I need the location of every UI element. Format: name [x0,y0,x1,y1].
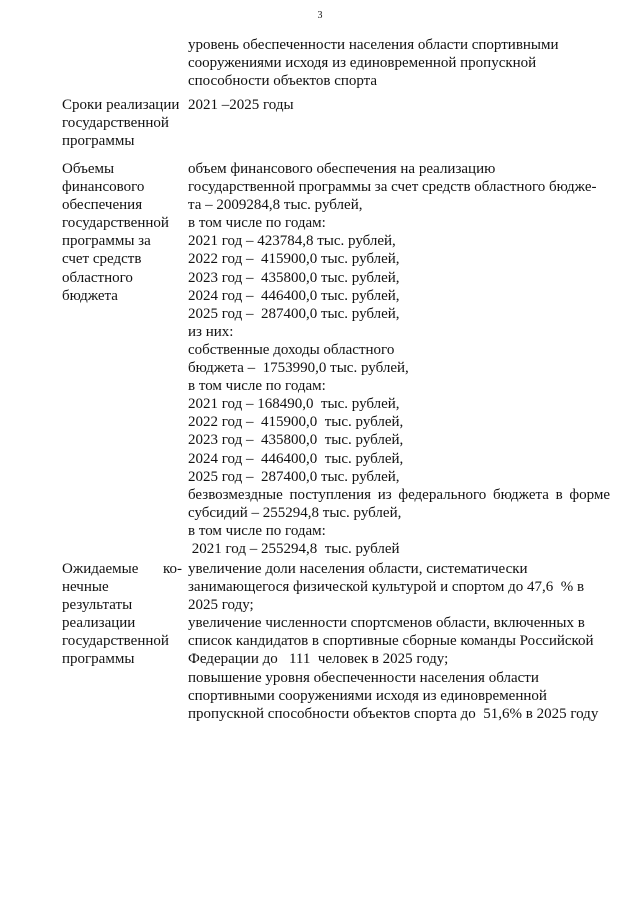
text-line: занимающегося физической культурой и спортом до 47,6 % в [188,579,585,596]
text-line: в том числе по годам: [188,378,326,395]
text-line: пропускной способности объектов спорта до 51,6% в 2025 году [188,705,599,722]
text-line: 2021 год – 255294,8 тыс. рублей [188,540,400,557]
label-line: программы за [62,233,151,250]
label-line: Ожидаемые ко- [62,561,182,577]
label-line: государственной [62,115,169,132]
text-line: из них: [188,323,234,340]
continuation-text [188,36,610,90]
label-line: государственной [62,215,169,232]
text-line: 2025 году; [188,597,254,614]
text-line: та – 2009284,8 тыс. рублей, [188,197,363,214]
text-line: 2025 год – 287400,0 тыс. рублей, [188,468,400,485]
text-line: 2022 год – 415900,0 тыс. рублей, [188,251,400,268]
label-line: обеспечения [62,197,143,214]
financing-details [188,160,610,558]
text-line: в том числе по годам: [188,522,326,539]
text-line: 2024 год – 446400,0 тыс. рублей, [188,287,400,304]
text-line: безвозмездные поступления из федерального бюджета в форме [188,486,610,503]
text-line: 2022 год – 415900,0 тыс. рублей, [188,414,404,431]
expected-results-label [62,560,182,669]
text-line: 2021 –2025 годы [188,97,294,113]
expected-results-details [188,560,610,723]
text-line: бюджета – 1753990,0 тыс. рублей, [188,360,409,377]
text-line: 2023 год – 435800,0 тыс. рублей, [188,269,400,286]
text-line: объем финансового обеспечения на реализацию [188,161,496,177]
text-line: 2025 год – 287400,0 тыс. рублей, [188,305,400,322]
label-line: финансового [62,179,145,196]
text-line: сооружениями исходя из единовременной пропускной [188,55,537,72]
label-line: программы [62,133,135,150]
page-number: 3 [317,10,323,21]
text-line: государственной программы за счет средств областного бюдже- [188,179,597,196]
text-line: спортивными сооружениями исходя из единовременной [188,687,547,704]
text-line: уровень обеспеченности населения области спортивными [188,37,559,53]
label-line: Объемы [62,161,115,177]
text-line: 2023 год – 435800,0 тыс. рублей, [188,432,404,449]
label-line: результаты [62,597,133,614]
label-line: программы [62,651,135,668]
label-line: бюджета [62,287,118,304]
label-line: реализации [62,615,136,632]
label-line: государственной [62,633,169,650]
text-line: в том числе по годам: [188,215,326,232]
text-line: увеличение численности спортсменов области, включенных в [188,615,585,632]
text-line: увеличение доли населения области, систематически [188,561,528,577]
label-line: Сроки реализации [62,97,180,113]
text-line: 2021 год – 168490,0 тыс. рублей, [188,396,400,413]
text-line: способности объектов спорта [188,73,378,90]
text-line: Федерации до 111 человек в 2025 году; [188,651,449,668]
implementation-period-value [188,96,610,114]
label-line: нечные [62,579,109,596]
financing-label [62,160,182,305]
text-line: субсидий – 255294,8 тыс. рублей, [188,504,402,521]
text-line: собственные доходы областного [188,341,395,358]
text-line: список кандидатов в спортивные сборные команды Российской [188,633,594,650]
text-line: 2021 год – 423784,8 тыс. рублей, [188,233,396,250]
label-line: счет средств [62,251,142,268]
text-line: повышение уровня обеспеченности населения области [188,669,539,686]
text-line: 2024 год – 446400,0 тыс. рублей, [188,450,404,467]
label-line: областного [62,269,133,286]
implementation-period-label [62,96,182,150]
